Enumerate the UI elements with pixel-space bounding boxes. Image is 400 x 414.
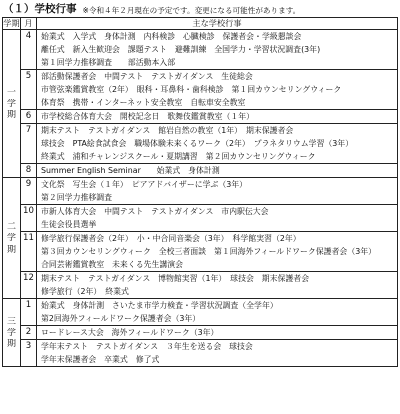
term-label (3, 299, 21, 367)
event-line: 始業式 入学式 身体計測 内科検診 心臓検診 保護者会・学級懇談会 (41, 32, 302, 41)
event-row (3, 232, 398, 272)
events-cell (37, 272, 398, 299)
events-cell (37, 232, 398, 272)
month-column-header: 月 (21, 18, 37, 30)
event-line: 期末テスト テストガイダンス 博物館実習（1年） 球技会 期末保護者会 (41, 274, 310, 283)
event-line: 期末テスト テストガイダンス 館岩自然の教室（1年） 期末保護者会 (41, 126, 294, 135)
event-line: 文化祭 写生会（１年） ピアアドバイザーに学ぶ（3年） (41, 180, 248, 189)
event-line: 学年末テスト テストガイダンス ３年生を送る会 球技会 (41, 342, 253, 351)
events-cell (37, 178, 398, 205)
event-row (3, 124, 398, 164)
section-header (3, 2, 300, 16)
event-line: 部活動保護者会 中間テスト テストガイダンス 生徒総会 (41, 72, 253, 81)
event-line: 第２回学力推移調査 (41, 193, 113, 202)
term-label-char: 期 (6, 339, 16, 350)
event-line: 市新人体育大会 中間テスト テストガイダンス 市内駅伝大会 (41, 207, 269, 216)
events-cell (37, 205, 398, 232)
event-line: 修学旅行（2年） 終業式 (41, 287, 129, 296)
term-label (3, 178, 21, 299)
events-column-header: 主な学校行事 (37, 18, 398, 30)
month-cell: 9 (21, 178, 37, 205)
term-label-char: 三 (6, 316, 16, 327)
term-label-char: 学 (6, 98, 16, 109)
header-row (3, 18, 398, 30)
events-cell (37, 124, 398, 164)
events-table (2, 17, 398, 367)
month-cell: 1 (21, 299, 37, 326)
term-label-char: 学 (6, 327, 16, 338)
event-line: 修学旅行保護者会（2年） 小・中合同音楽会（3年） 科学館実習（2年） (41, 234, 301, 243)
event-line: 体育祭 携帯・インターネット安全教室 自転車安全教室 (41, 98, 246, 107)
events-body (3, 30, 398, 367)
term-label (3, 30, 21, 178)
events-cell (37, 70, 398, 110)
month-cell: 4 (21, 30, 37, 70)
event-line: 生徒会役員選挙 (41, 220, 97, 229)
event-row (3, 178, 398, 205)
event-line: ロードレース大会 海外フィールドワーク（3年） (41, 328, 219, 337)
event-line: 球技会 PTA絵食試食会 職場体験未来くるワーク（2年） プラネタリウム学習（3年） (41, 139, 354, 148)
events-cell (37, 299, 398, 326)
month-cell: 7 (21, 124, 37, 164)
month-cell: 6 (21, 110, 37, 124)
month-cell: 2 (21, 326, 37, 340)
event-row (3, 272, 398, 299)
event-line: 学年末保護者会 卒業式 修了式 (41, 355, 160, 364)
term-column-header: 学期 (3, 18, 20, 28)
event-row (3, 30, 398, 70)
event-line: 終業式 浦和チャレンジスクール・夏期講習 第２回カウンセリングウィーク (41, 152, 316, 161)
event-row (3, 326, 398, 340)
month-cell: 10 (21, 205, 37, 232)
month-cell: 3 (21, 340, 37, 367)
section-title: （１）学校行事 (3, 3, 77, 15)
event-line: 始業式 身体計測 さいたま市学力検査・学習状況調査（全学年） (41, 301, 278, 310)
schedule-note: ※令和４年２月現在の予定です。変更になる可能性があります。 (82, 6, 301, 15)
event-line: Summer English Seminar 始業式 身体計測 (41, 166, 220, 175)
event-line: 第１回学力推移調査 部活動本入部 (41, 58, 176, 67)
month-cell: 8 (21, 164, 37, 178)
events-cell (37, 30, 398, 70)
events-cell (37, 326, 398, 340)
term-label-char: 期 (6, 110, 16, 121)
month-cell: 11 (21, 232, 37, 272)
event-row (3, 110, 398, 124)
event-line: 市学校総合体育大会 開校記念日 歌舞伎鑑賞教室（１年） (41, 112, 255, 121)
event-row (3, 340, 398, 367)
term-label-char: 一 (6, 87, 16, 98)
events-cell (37, 164, 398, 178)
term-label-char: 二 (6, 222, 16, 233)
events-cell (37, 340, 398, 367)
events-cell (37, 110, 398, 124)
event-line: 第2回海外フィールドワーク保護者会（3年） (41, 314, 201, 323)
event-line: 合同芸術鑑賞教室 未来くる先生講演会 (41, 260, 184, 269)
event-row (3, 70, 398, 110)
month-cell: 12 (21, 272, 37, 299)
term-label-char: 期 (6, 244, 16, 255)
term-label-char: 学 (6, 233, 16, 244)
month-cell: 5 (21, 70, 37, 110)
event-line: 第３回カウンセリングウィーク 全校三者面談 第１回海外フィールドワーク保護者会（3年） (41, 247, 377, 256)
event-line: 市管弦楽鑑賞教室（2年） 眼科・耳鼻科・歯科検診 第１回カウンセリングウィーク (41, 85, 342, 94)
event-line: 離任式 新入生歓迎会 課題テスト 避難訓練 全国学力・学習状況調査(3年) (41, 45, 321, 54)
event-row (3, 299, 398, 326)
event-row (3, 164, 398, 178)
event-row (3, 205, 398, 232)
